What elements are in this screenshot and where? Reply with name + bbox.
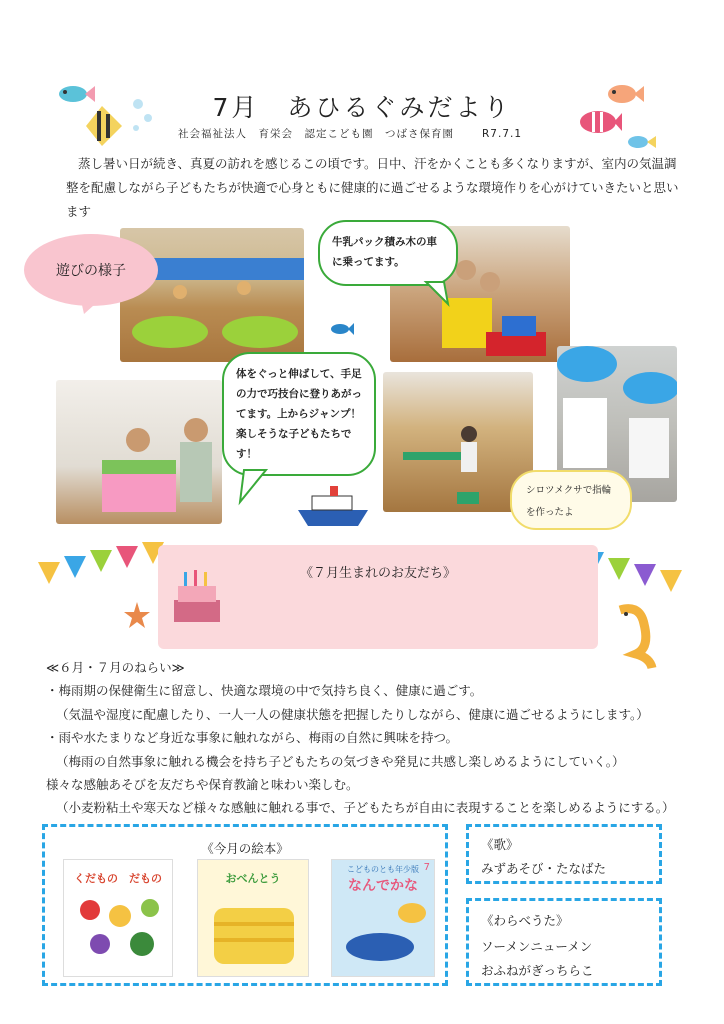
milk-carton-text: 牛乳パック積み木の車に乗ってます。 [332, 236, 437, 268]
birthday-heading: 《７月生まれのお友だち》 [299, 566, 456, 581]
aims-line-3: ・雨や水たまりなど身近な事象に触れながら、梅雨の自然に興味を持つ。 [46, 730, 459, 746]
song-box [466, 824, 662, 884]
picture-books-heading: 《今月の絵本》 [201, 841, 289, 856]
picture-books-box [42, 824, 448, 986]
small-fish-mid [330, 322, 354, 336]
book-cover-obento [197, 859, 309, 977]
issue-date: R7.7.1 [482, 128, 523, 140]
clover-ring-text: シロツメクサで指輪を作ったよ [526, 485, 612, 518]
ship-illustration [298, 486, 368, 526]
book-series: こどものとも年少版 [347, 865, 419, 874]
photo-climbing-box [56, 380, 222, 524]
play-bubble-tail [80, 296, 110, 316]
warabe-line-2: おふねがぎっちらこ [481, 963, 594, 978]
aims-heading: ≪６月・７月のねらい≫ [46, 660, 185, 675]
climb-bubble-tail [240, 470, 270, 504]
aims-section [46, 656, 706, 820]
aims-line-2: （気温や湿度に配慮したり、一人一人の健康状態を把握したりしながら、健康に過ごせるようにします。） [56, 706, 649, 722]
song-heading: 《歌》 [481, 837, 519, 852]
climbing-text: 体をぐっと伸ばして、手足の力で巧技台に登りあがってます。上からジャンプ！楽しそうな子どもたちです！ [236, 368, 362, 460]
small-fish-decoration [626, 134, 656, 150]
warabe-heading: 《わらべうた》 [481, 913, 569, 928]
intro-paragraph: 蒸し暑い日が続き、真夏の訪れを感じるこの頃です。日中、汗をかくことも多くなりますが、室内の気温調整を配慮しながら子どもたちが快適で心身ともに健康的に過ごせるような環境作りを心がけていきたいと思います [66, 156, 679, 219]
aims-line-4: （梅雨の自然事象に触れる機会を持ち子どもたちの気づきや発見に共感し楽しめるようにしていく。） [56, 753, 625, 769]
organization-name: 社会福祉法人 育栄会 認定こども園 つばさ保育園 [178, 128, 454, 140]
play-scene-label: 遊びの様子 [56, 263, 126, 279]
book-title-nandekana: なんでかな [348, 878, 418, 894]
starfish-icon [124, 602, 150, 628]
photo-trampoline [120, 228, 304, 362]
birthday-panel [158, 545, 598, 649]
page-title: 7月 あひるぐみだより [212, 93, 512, 122]
aims-line-1: ・梅雨期の保健衛生に留意し、快適な環境の中で気持ち良く、健康に過ごす。 [46, 683, 483, 699]
book-issue: 7 [423, 862, 430, 873]
aims-line-5: 様々な感触あそびを友だちや保育教諭と味わい楽しむ。 [46, 777, 359, 793]
warabe-uta-box [466, 898, 662, 986]
book-title-obento: おべんとう [225, 872, 281, 885]
clover-ring-bubble [510, 470, 632, 530]
song-text: みずあそび・たなばた [481, 861, 607, 876]
book-cover-kudamono [63, 859, 173, 977]
organization-line [178, 126, 522, 141]
milk-carton-bubble [318, 220, 458, 286]
climbing-bubble [222, 352, 376, 476]
warabe-line-1: ソーメンニューメン [481, 939, 593, 954]
milk-bubble-tail [426, 282, 450, 306]
aims-line-6: （小麦粉粘土や寒天など様々な感触に触れる事で、子どもたちが自由に表現することを楽しめるようにする。） [56, 800, 675, 816]
birthday-cake-icon [170, 564, 224, 628]
book-cover-nandekana [331, 859, 435, 977]
book-title-kudamono: くだもの だもの [74, 872, 162, 885]
